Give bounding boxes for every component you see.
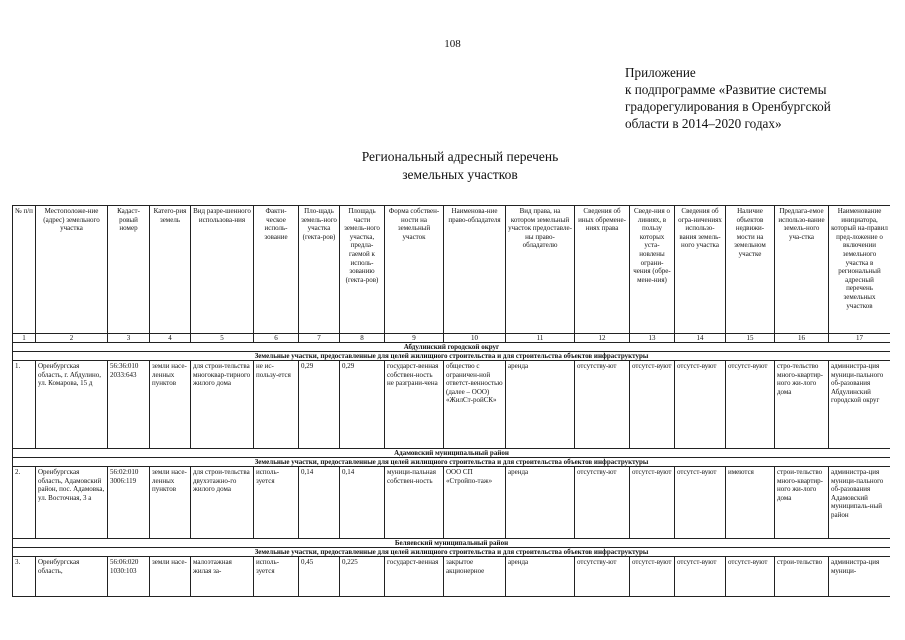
table-cell: администра-ция муници-пального об-разования Адамовский муниципаль-ный район [829, 467, 891, 539]
title-line: земельных участков [402, 167, 518, 182]
table-cell: земли насе-ленных пунктов [150, 361, 191, 449]
table-cell: 56:06:020 1030:103 [108, 557, 150, 597]
table-cell: общество с ограничен-ной ответст-венностью (далее – ООО) «ЖилСт-ройСК» [444, 361, 506, 449]
table-cell: 56:02:010 3006:119 [108, 467, 150, 539]
table-cell: Оренбургская область, Адамовский район, пос. Адамовка, ул. Восточная, 3 а [36, 467, 108, 539]
column-number: 3 [108, 334, 150, 343]
table-cell: исполь-зуется [254, 557, 299, 597]
header-row [13, 206, 891, 334]
table-cell: государст-венная собствен-ность не разграни-чена [385, 361, 444, 449]
table-cell: администра-ция муници- [829, 557, 891, 597]
header-cell: Кадаст-ровый номер [108, 206, 150, 334]
table-cell: 2. [13, 467, 36, 539]
appendix-caption [625, 64, 895, 132]
column-number: 14 [675, 334, 726, 343]
land-plots-table-frame [12, 205, 890, 640]
title-line: Региональный адресный перечень [361, 149, 559, 164]
table-cell: ООО СП «Стройпо-таж» [444, 467, 506, 539]
header-cell: Факти-ческое исполь-зование [254, 206, 299, 334]
table-cell: 3. [13, 557, 36, 597]
column-number: 9 [385, 334, 444, 343]
column-number: 12 [575, 334, 630, 343]
table-row [13, 467, 891, 539]
table-cell: строи-тельство [775, 557, 829, 597]
table-cell: 56:36:010 2033:643 [108, 361, 150, 449]
table-cell: Оренбургская область, [36, 557, 108, 597]
column-number: 16 [775, 334, 829, 343]
appendix-line: к подпрограмме «Развитие системы [625, 82, 827, 97]
table-cell: отсутст-вуют [630, 557, 675, 597]
column-number: 13 [630, 334, 675, 343]
column-number: 15 [726, 334, 775, 343]
page-number: 108 [444, 38, 461, 50]
table-cell: стро-тельство много-квартир-ного жи-лого дома [775, 361, 829, 449]
header-cell: Вид права, на котором земельный участок предоставле-ны право-обладателю [506, 206, 575, 334]
table-cell: земли насе- [150, 557, 191, 597]
column-number: 4 [150, 334, 191, 343]
table-cell: 0,14 [340, 467, 385, 539]
table-cell: аренда [506, 361, 575, 449]
column-number: 8 [340, 334, 385, 343]
table-cell: аренда [506, 557, 575, 597]
section-heading-row [13, 449, 891, 458]
table-cell: муници-пальная собствен-ность [385, 467, 444, 539]
column-number-row [13, 334, 891, 343]
table-cell: 0,14 [299, 467, 340, 539]
table-cell: отсутству-ют [575, 557, 630, 597]
column-number: 7 [299, 334, 340, 343]
header-cell: № п/п [13, 206, 36, 334]
table-row [13, 557, 891, 597]
section-heading: Адамовский муниципальный район [13, 449, 891, 458]
table-cell: отсутст-вуют [726, 361, 775, 449]
table-cell: отсутст-вуют [726, 557, 775, 597]
table-cell: Оренбургская область, г. Абдулино, ул. Комарова, 15 д [36, 361, 108, 449]
appendix-line: Приложение [625, 65, 696, 80]
section-heading: Беляевский муниципальный район [13, 539, 891, 548]
table-cell: аренда [506, 467, 575, 539]
table-cell: для строи-тельства многоквар-тирного жилого дома [191, 361, 254, 449]
column-number: 5 [191, 334, 254, 343]
subsection-heading-row [13, 458, 891, 467]
table-cell: 0,45 [299, 557, 340, 597]
table-cell: исполь-зуется [254, 467, 299, 539]
table-cell: отсутст-вуют [630, 467, 675, 539]
subsection-heading-row [13, 548, 891, 557]
table-cell: отсутству-ют [575, 361, 630, 449]
table-cell: 0,29 [340, 361, 385, 449]
header-cell: Наименова-ние право-обладателя [444, 206, 506, 334]
header-cell: Катего-рия земель [150, 206, 191, 334]
table-cell: отсутству-ют [575, 467, 630, 539]
table-cell: отсутст-вуют [630, 361, 675, 449]
document-title [300, 148, 620, 184]
land-plots-table [12, 205, 890, 597]
header-cell: Наименование инициатора, который на-правил пред-ложение о включении земельного участка в региональный адресный перечень земельных участков [829, 206, 891, 334]
table-cell: закрытое акционерное [444, 557, 506, 597]
section-heading: Абдулинский городской округ [13, 343, 891, 352]
column-number: 17 [829, 334, 891, 343]
table-cell: 1. [13, 361, 36, 449]
subsection-heading-row [13, 352, 891, 361]
table-cell: малоэтажная жилая за- [191, 557, 254, 597]
section-heading-row [13, 343, 891, 352]
column-number: 2 [36, 334, 108, 343]
table-row [13, 361, 891, 449]
header-cell: Местоположе-ние (адрес) земельного участка [36, 206, 108, 334]
header-cell: Предлага-емое использо-вание земель-ного уча-стка [775, 206, 829, 334]
table-cell: для строи-тельства двухэтажно-го жилого дома [191, 467, 254, 539]
appendix-line: градорегулирования в Оренбургской [625, 99, 831, 114]
table-cell: государст-венная [385, 557, 444, 597]
table-cell: земли насе-ленных пунктов [150, 467, 191, 539]
table-cell: отсутст-вуют [675, 361, 726, 449]
table-cell: 0,225 [340, 557, 385, 597]
header-cell: Сведения об иных обремене-ниях права [575, 206, 630, 334]
header-cell: Форма собствен-ности на земельный участок [385, 206, 444, 334]
header-cell: Площадь части земель-ного участка, предла-гаемой к исполь-зованию (гекта-ров) [340, 206, 385, 334]
column-number: 6 [254, 334, 299, 343]
section-heading-row [13, 539, 891, 548]
header-cell: Пло-щадь земель-ного участка (гекта-ров) [299, 206, 340, 334]
column-number: 1 [13, 334, 36, 343]
table-cell: отсутст-вуют [675, 557, 726, 597]
appendix-line: области в 2014–2020 годах» [625, 116, 782, 131]
header-cell: Сведения об огра-ничениях использо-вания земель-ного участка [675, 206, 726, 334]
header-cell: Сведе-ния о линиях, в пользу которых уста-новлены ограни-чения (обре-мене-ния) [630, 206, 675, 334]
table-cell: администра-ция муници-пального об-разования Абдулинский городской округ [829, 361, 891, 449]
header-cell: Вид разре-шенного использова-ния [191, 206, 254, 334]
table-cell: имеются [726, 467, 775, 539]
subsection-heading: Земельные участки, предоставленные для целей жилищного строительства и для строительства объектов инфраструктуры [13, 548, 891, 557]
table-cell: строи-тельство много-квартир-ного жи-лого дома [775, 467, 829, 539]
subsection-heading: Земельные участки, предоставленные для целей жилищного строительства и для строительства объектов инфраструктуры [13, 352, 891, 361]
table-cell: 0,29 [299, 361, 340, 449]
column-number: 11 [506, 334, 575, 343]
table-cell: отсутст-вуют [675, 467, 726, 539]
column-number: 10 [444, 334, 506, 343]
subsection-heading: Земельные участки, предоставленные для целей жилищного строительства и для строительства объектов инфраструктуры [13, 458, 891, 467]
header-cell: Наличие объектов недвижи-мости на земельном участке [726, 206, 775, 334]
table-cell: не ис-пользу-ется [254, 361, 299, 449]
